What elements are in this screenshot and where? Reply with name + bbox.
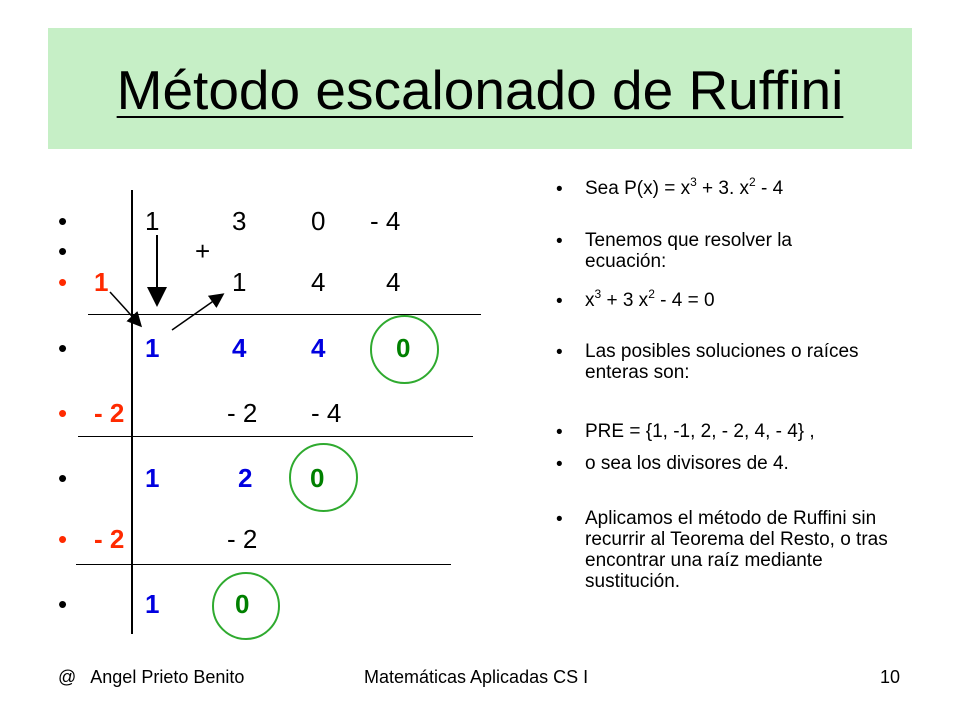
page-number: 10	[880, 667, 901, 687]
bullet: •	[58, 524, 68, 554]
bullet: •	[556, 291, 563, 312]
bullet: •	[58, 267, 68, 297]
bullet: •	[58, 589, 68, 619]
product: - 4	[311, 398, 342, 428]
bullet: •	[58, 206, 68, 236]
result: 4	[311, 333, 326, 363]
bullet: •	[556, 179, 563, 200]
footer-author: @ Angel Prieto Benito	[58, 667, 245, 687]
slide-title: Método escalonado de Ruffini	[116, 59, 844, 121]
result: 1	[145, 463, 160, 493]
remainder-circle	[289, 443, 358, 512]
arrow-diagonal-down-icon	[110, 292, 140, 325]
bullet: •	[58, 333, 68, 363]
root-value: - 2	[94, 398, 125, 428]
bullet: •	[556, 342, 563, 363]
result: 4	[232, 333, 247, 363]
root-value: - 2	[94, 524, 125, 554]
bullet: •	[58, 463, 68, 493]
divisors-note: o sea los divisores de 4.	[585, 453, 789, 474]
bullet: •	[556, 231, 563, 252]
remainder: 0	[310, 463, 325, 493]
bullet: •	[58, 236, 68, 266]
bullet: •	[58, 398, 68, 428]
equation: $x^3 + 3$ $x^2 - 4 = 0$	[585, 287, 715, 311]
footer-course: Matemáticas Aplicadas CS I	[364, 667, 589, 687]
bullet: •	[556, 422, 563, 443]
coef: 3	[232, 206, 247, 236]
bullet: •	[556, 509, 563, 530]
result: 1	[145, 589, 160, 619]
arrow-diagonal-up-icon	[172, 295, 222, 330]
method-description: Aplicamos el método de Ruffini sin recurrir al Teorema del Resto, o tras encontrar una raíz mediante sustitución.	[585, 508, 888, 592]
coef: 0	[311, 206, 326, 236]
result: 2	[238, 463, 253, 493]
coef: 1	[145, 206, 160, 236]
coef: - 4	[370, 206, 401, 236]
possible-roots-intro: Las posibles soluciones o raíces enteras son:	[585, 341, 859, 383]
product: 4	[311, 267, 326, 297]
product: - 2	[227, 524, 258, 554]
polynomial-definition: Sea $P(x) = x^3 + 3$. $x^2 - 4$	[585, 175, 784, 199]
product: 4	[386, 267, 401, 297]
bullet: •	[556, 454, 563, 475]
equation-intro: Tenemos que resolver la ecuación:	[585, 230, 792, 272]
product: 1	[232, 267, 247, 297]
possible-roots-set: PRE = {1, -1, 2, - 2, 4, - 4} ,	[585, 421, 815, 442]
remainder: 0	[235, 589, 250, 619]
plus-sign: +	[195, 236, 211, 266]
root-value: 1	[94, 267, 109, 297]
remainder-circle	[212, 572, 280, 640]
remainder: 0	[396, 333, 411, 363]
product: - 2	[227, 398, 258, 428]
result: 1	[145, 333, 160, 363]
remainder-circle	[370, 315, 439, 384]
